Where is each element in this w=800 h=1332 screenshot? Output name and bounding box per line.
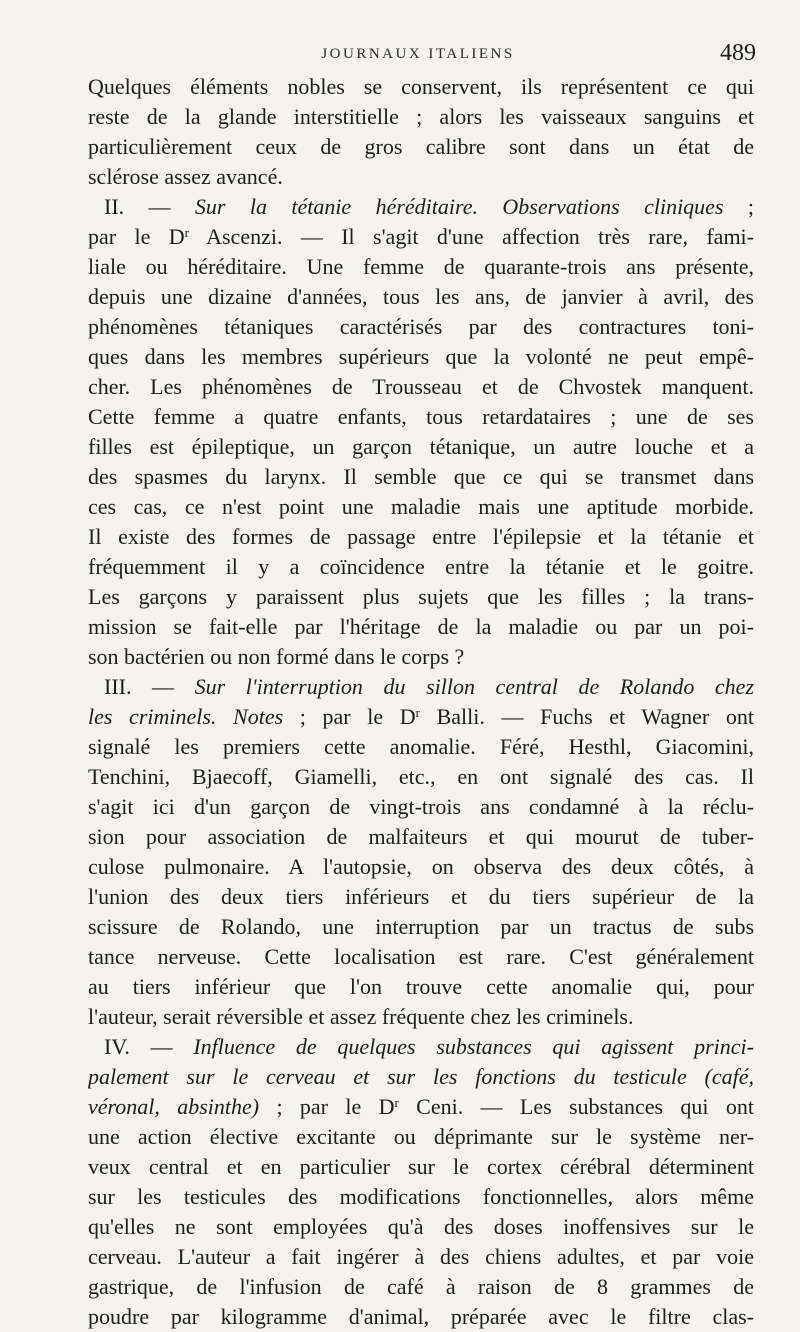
text-line: veux central et en particulier sur le cortex cérébral déterminent (88, 1154, 754, 1179)
author-prefix: par le D (88, 224, 185, 249)
text-line: mission se fait-elle par l'héritage de la maladie ou par un poi- (88, 614, 754, 639)
section-ii (88, 192, 754, 672)
body-text (88, 72, 754, 1332)
section-title: Sur la tétanie héréditaire. Observations cliniques (194, 194, 724, 219)
text-line: tance nerveuse. Cette localisation est rare. C'est généralement (88, 944, 754, 969)
section-title: véronal, absinthe) (88, 1094, 260, 1119)
author-line (88, 702, 754, 732)
text-line: sclérose assez avancé. (88, 164, 283, 189)
text-line: liale ou héréditaire. Une femme de quarante-trois ans présente, (88, 254, 754, 279)
text-line: gastrique, de l'infusion de café à raison de 8 grammes de (88, 1274, 754, 1299)
section-number: IV. — (104, 1034, 194, 1059)
text-line: depuis une dizaine d'années, tous les ans, de janvier à avril, des (88, 284, 754, 309)
text-line: l'auteur, serait réversible et assez fréquente chez les criminels. (88, 1004, 634, 1029)
text-line: Cette femme a quatre enfants, tous retardataires ; une de ses (88, 404, 754, 429)
text-line: Les garçons y paraissent plus sujets que les filles ; la trans- (88, 584, 754, 609)
superscript: r (184, 225, 189, 240)
author-prefix: ; par le D (259, 1094, 395, 1119)
author-text: Balli. — Fuchs et Wagner ont (419, 704, 754, 729)
page-header (80, 38, 756, 68)
text-line: l'union des deux tiers inférieurs et du tiers supérieur de la (88, 884, 754, 909)
text-line: phénomènes tétaniques caractérisés par des contractures toni- (88, 314, 754, 339)
page-number: 489 (720, 40, 756, 66)
author-text: Ceni. — Les substances qui ont (398, 1094, 754, 1119)
author-line (88, 222, 754, 252)
section-title: palement sur le cerveau et sur les fonctions du testicule (café, (88, 1064, 754, 1089)
text-line: cerveau. L'auteur a fait ingérer à des chiens adultes, et par voie (88, 1244, 754, 1269)
section-number: II. — (104, 194, 195, 219)
author-text: Ascenzi. — Il s'agit d'une affection très rare, fami- (188, 224, 754, 249)
section-iv (88, 1032, 754, 1332)
section-iii (88, 672, 754, 1032)
text-line: sur les testicules des modifications fonctionnelles, alors même (88, 1184, 754, 1209)
text-line: fréquemment il y a coïncidence entre la tétanie et le goitre. (88, 554, 754, 579)
text-line: une action élective excitante ou déprimante sur le système ner- (88, 1124, 754, 1149)
author-line (88, 1092, 754, 1122)
text-line: Tenchini, Bjaecoff, Giamelli, etc., en ont signalé des cas. Il (88, 764, 754, 789)
text-line: qu'elles ne sont employées qu'à des doses inoffensives sur le (88, 1214, 754, 1239)
text-line: des spasmes du larynx. Il semble que ce qui se transmet dans (88, 464, 754, 489)
punctuation: ; (723, 194, 754, 219)
text-line: poudre par kilogramme d'animal, préparée avec le filtre clas- (88, 1304, 754, 1329)
superscript: r (394, 1095, 399, 1110)
text-line: s'agit ici d'un garçon de vingt-trois ans condamné à la réclu- (88, 794, 754, 819)
section-heading-line (88, 672, 754, 702)
paragraph-continuation (88, 72, 754, 192)
text-line: culose pulmonaire. A l'autopsie, on observa des deux côtés, à (88, 854, 754, 879)
section-title: Sur l'interruption du sillon central de Rolando chez (194, 674, 754, 699)
text-line: son bactérien ou non formé dans le corps ? (88, 644, 465, 669)
section-heading-line (88, 1062, 754, 1092)
text-line: ces cas, ce n'est point une maladie mais une aptitude morbide. (88, 494, 754, 519)
running-title: JOURNAUX ITALIENS (321, 46, 515, 62)
text-line: Quelques éléments nobles se conservent, ils représentent ce qui (88, 74, 754, 99)
text-line: au tiers inférieur que l'on trouve cette anomalie qui, pour (88, 974, 754, 999)
text-line: reste de la glande interstitielle ; alors les vaisseaux sanguins et (88, 104, 754, 129)
superscript: r (415, 705, 420, 720)
text-line: cher. Les phénomènes de Trousseau et de Chvostek manquent. (88, 374, 754, 399)
text-line: ques dans les membres supérieurs que la volonté ne peut empê- (88, 344, 754, 369)
text-line: scissure de Rolando, une interruption par un tractus de subs (88, 914, 754, 939)
text-line: particulièrement ceux de gros calibre sont dans un état de (88, 134, 754, 159)
text-line: Il existe des formes de passage entre l'épilepsie et la tétanie et (88, 524, 754, 549)
text-line: signalé les premiers cette anomalie. Féré, Hesthl, Giacomini, (88, 734, 754, 759)
author-prefix: ; par le D (283, 704, 416, 729)
section-number: III. — (104, 674, 195, 699)
section-heading-line (88, 1032, 754, 1062)
section-title: les criminels. Notes (88, 704, 284, 729)
text-line: filles est épileptique, un garçon tétanique, un autre louche et a (88, 434, 754, 459)
text-line: sion pour association de malfaiteurs et qui mourut de tuber- (88, 824, 754, 849)
section-title: Influence de quelques substances qui agissent princi- (193, 1034, 754, 1059)
section-heading-line (88, 192, 754, 222)
